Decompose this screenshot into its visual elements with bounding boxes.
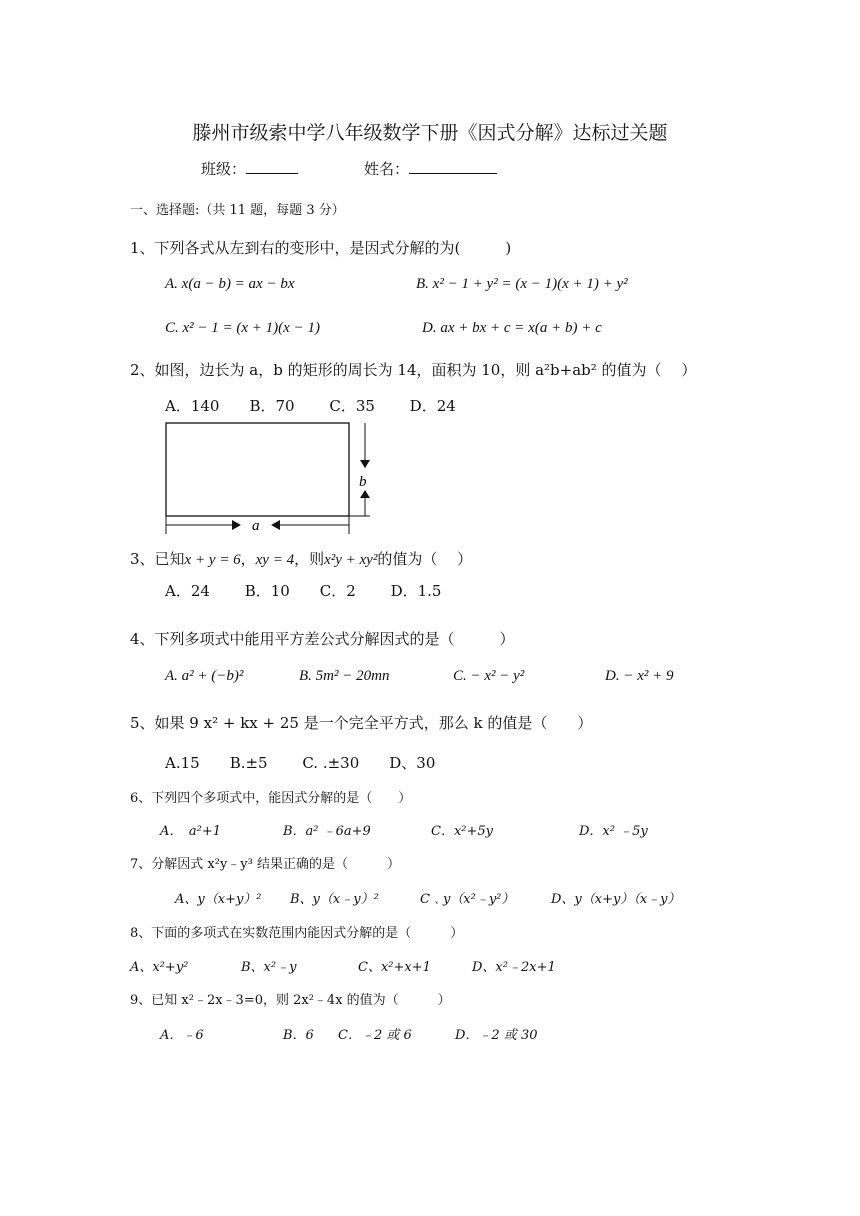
q8-option-c[interactable]: C、x²+x+1 (358, 960, 431, 975)
q7-option-b[interactable]: B、y（x﹣y）² (290, 892, 379, 907)
q1-option-d[interactable]: D. ax + bx + c = x(a + b) + c (422, 320, 602, 336)
name-blank[interactable] (409, 172, 497, 174)
b-arrowhead-down (360, 460, 370, 468)
q3-sep: ， (240, 550, 256, 568)
q3-stem-post: 的值为（ ） (377, 550, 473, 568)
q9-stem: 9、已知 x²﹣2x﹣3=0，则 2x²﹣4x 的值为（ ） (130, 993, 451, 1008)
q4-option-c[interactable]: C. − x² − y² (453, 668, 525, 684)
q8-option-a[interactable]: A、x²+y² (130, 960, 189, 975)
page-title: 滕州市级索中学八年级数学下册《因式分解》达标过关题 (192, 122, 668, 144)
a-arrowhead-right (232, 520, 241, 530)
q2-stem: 2、如图，边长为 a，b 的矩形的周长为 14，面积为 10，则 a²b+ab² 的值为（ ） (130, 361, 697, 379)
q3-options[interactable]: A．24 B．10 C．2 D．1.5 (165, 582, 442, 600)
q3-mid: ，则 (294, 550, 325, 568)
q6-option-b[interactable]: B．a² ﹣6a+9 (283, 824, 371, 839)
q4-option-d[interactable]: D. − x² + 9 (605, 668, 674, 684)
q5-options[interactable]: A.15 B.±5 C. .±30 D、30 (165, 754, 436, 772)
label-a: a (252, 518, 260, 534)
a-arrowhead-left (271, 520, 280, 530)
b-arrowhead-up (360, 490, 370, 498)
q4-option-a[interactable]: A. a² + (−b)² (165, 668, 244, 684)
q8-option-d[interactable]: D、x²﹣2x+1 (472, 960, 556, 975)
q4-option-b[interactable]: B. 5m² − 20mn (299, 668, 390, 684)
q3-cond1: x + y = 6 (184, 552, 241, 568)
q4-stem: 4、下列多项式中能用平方差公式分解因式的是（ ） (130, 630, 515, 648)
q8-stem: 8、下面的多项式在实数范围内能因式分解的是（ ） (130, 926, 464, 941)
section-heading: 一、选择题:（共 11 题，每题 3 分） (130, 203, 345, 218)
q9-option-d[interactable]: D．﹣2 或 30 (455, 1028, 538, 1043)
q1-option-c[interactable]: C. x² − 1 = (x + 1)(x − 1) (165, 320, 320, 336)
name-field[interactable] (364, 158, 497, 179)
q6-option-a[interactable]: A． a²+1 (160, 824, 222, 839)
q7-option-a[interactable]: A、y（x+y）² (175, 892, 262, 907)
q2-options[interactable]: A．140 B．70 C．35 D．24 (165, 397, 456, 415)
q7-option-c[interactable]: C﹑y（x²﹣y²） (420, 892, 515, 907)
q1-stem: 1、下列各式从左到右的变形中，是因式分解的为( ) (130, 239, 512, 257)
q6-stem: 6、下列四个多项式中，能因式分解的是（ ） (130, 791, 412, 806)
q6-option-c[interactable]: C．x²+5y (431, 824, 493, 839)
q8-option-b[interactable]: B、x²﹣y (241, 960, 297, 975)
q7-stem: 7、分解因式 x²y﹣y³ 结果正确的是（ ） (130, 857, 400, 872)
q9-option-a[interactable]: A．﹣6 (160, 1028, 204, 1043)
rectangle-shape (166, 423, 349, 516)
rectangle-figure (160, 418, 380, 536)
label-b: b (359, 474, 367, 490)
q3-cond2: xy = 4 (255, 552, 295, 568)
q1-option-a[interactable]: A. x(a − b) = ax − bx (165, 276, 295, 292)
name-label: 姓名： (364, 160, 410, 178)
q6-option-d[interactable]: D．x² ﹣5y (579, 824, 648, 839)
class-label: 班级： (201, 160, 247, 178)
q3-stem (130, 548, 472, 569)
q3-stem-pre: 3、已知 (130, 550, 185, 568)
q9-option-b[interactable]: B．6 (283, 1028, 314, 1043)
q7-option-d[interactable]: D、y（x+y）（x﹣y） (551, 892, 681, 907)
q9-option-c[interactable]: C．﹣2 或 6 (338, 1028, 412, 1043)
q5-stem: 5、如果 9 x² + kx + 25 是一个完全平方式，那么 k 的值是（ ） (130, 714, 593, 732)
q1-option-b[interactable]: B. x² − 1 + y² = (x − 1)(x + 1) + y² (416, 276, 628, 292)
q3-expr: x²y + xy² (324, 552, 378, 568)
class-field[interactable] (201, 158, 298, 179)
class-blank[interactable] (246, 172, 298, 174)
